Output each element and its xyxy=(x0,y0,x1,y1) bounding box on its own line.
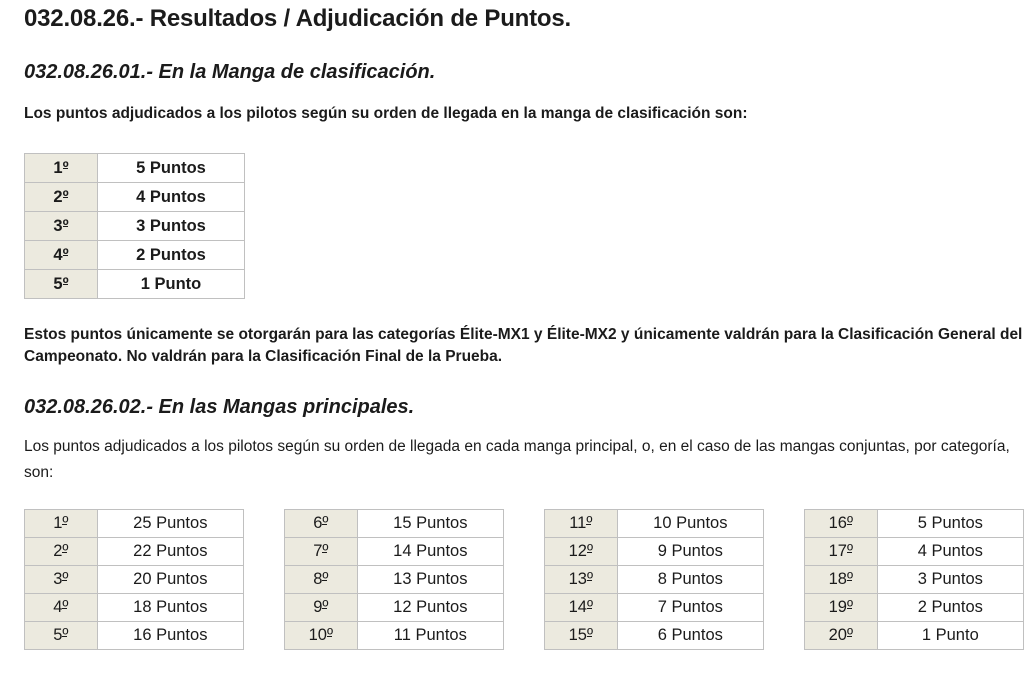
rank-number: 10 xyxy=(308,626,327,644)
table-row xyxy=(545,566,764,594)
rank-cell xyxy=(545,622,618,650)
points-cell: 16 Puntos xyxy=(97,622,243,650)
ordinal-indicator: º xyxy=(846,598,853,616)
rank-cell xyxy=(545,510,618,538)
table-row xyxy=(25,212,245,241)
rank-number: 3 xyxy=(53,216,63,235)
ordinal-indicator: º xyxy=(62,274,69,293)
rank-cell xyxy=(285,594,358,622)
points-cell: 3 Puntos xyxy=(877,566,1023,594)
main-points-table-1 xyxy=(24,509,244,650)
section-heading-qualifying: 032.08.26.01.- En la Manga de clasificación. xyxy=(24,61,436,83)
points-cell: 8 Puntos xyxy=(617,566,763,594)
points-cell: 5 Puntos xyxy=(98,154,245,183)
main-points-table-3 xyxy=(544,509,764,650)
rank-number: 19 xyxy=(828,598,847,616)
ordinal-indicator: º xyxy=(846,542,853,560)
rank-number: 3 xyxy=(53,570,63,588)
table-row xyxy=(545,538,764,566)
rank-cell xyxy=(545,566,618,594)
ordinal-indicator: º xyxy=(586,570,593,588)
rank-number: 9 xyxy=(313,598,323,616)
points-cell: 4 Puntos xyxy=(98,183,245,212)
rank-number: 14 xyxy=(568,598,587,616)
rank-cell xyxy=(25,270,98,299)
table-row xyxy=(545,594,764,622)
points-cell: 1 Punto xyxy=(877,622,1023,650)
ordinal-indicator: º xyxy=(586,626,593,644)
rank-cell xyxy=(285,510,358,538)
rank-number: 4 xyxy=(53,598,63,616)
ordinal-indicator: º xyxy=(846,514,853,532)
rank-number: 20 xyxy=(828,626,847,644)
points-cell: 4 Puntos xyxy=(877,538,1023,566)
table-row xyxy=(805,594,1024,622)
rank-number: 16 xyxy=(828,514,847,532)
points-cell: 5 Puntos xyxy=(877,510,1023,538)
table-row xyxy=(25,270,245,299)
rank-number: 5 xyxy=(53,626,63,644)
page-title: 032.08.26.- Resultados / Adjudicación de Puntos. xyxy=(24,5,571,32)
rank-number: 1 xyxy=(53,158,63,177)
rank-number: 13 xyxy=(568,570,587,588)
ordinal-indicator: º xyxy=(62,158,69,177)
points-cell: 25 Puntos xyxy=(97,510,243,538)
table-row xyxy=(25,241,245,270)
rank-number: 1 xyxy=(53,514,63,532)
points-cell: 11 Puntos xyxy=(357,622,503,650)
rank-number: 8 xyxy=(313,570,323,588)
ordinal-indicator: º xyxy=(62,542,69,560)
rank-number: 12 xyxy=(568,542,587,560)
points-cell: 1 Punto xyxy=(98,270,245,299)
ordinal-indicator: º xyxy=(62,570,69,588)
table-row xyxy=(805,622,1024,650)
table-row xyxy=(545,622,764,650)
ordinal-indicator: º xyxy=(62,187,69,206)
rank-cell xyxy=(805,594,878,622)
rank-cell xyxy=(25,510,98,538)
qualifying-intro-paragraph: Los puntos adjudicados a los pilotos según su orden de llegada en la manga de clasificación son: xyxy=(24,105,748,122)
points-cell: 20 Puntos xyxy=(97,566,243,594)
rank-number: 4 xyxy=(53,245,63,264)
rank-cell xyxy=(25,594,98,622)
ordinal-indicator: º xyxy=(62,216,69,235)
points-cell: 3 Puntos xyxy=(98,212,245,241)
table-row xyxy=(285,510,504,538)
table-row xyxy=(25,154,245,183)
rank-number: 18 xyxy=(828,570,847,588)
rank-number: 6 xyxy=(313,514,323,532)
rank-cell xyxy=(285,566,358,594)
table-row xyxy=(285,622,504,650)
rank-cell xyxy=(805,538,878,566)
rank-number: 15 xyxy=(568,626,587,644)
section-heading-main-races: 032.08.26.02.- En las Mangas principales. xyxy=(24,396,415,418)
points-cell: 9 Puntos xyxy=(617,538,763,566)
ordinal-indicator: º xyxy=(62,598,69,616)
points-cell: 22 Puntos xyxy=(97,538,243,566)
points-cell: 12 Puntos xyxy=(357,594,503,622)
ordinal-indicator: º xyxy=(322,570,329,588)
ordinal-indicator: º xyxy=(62,626,69,644)
rank-number: 2 xyxy=(53,542,63,560)
table-row xyxy=(285,566,504,594)
ordinal-indicator: º xyxy=(322,542,329,560)
qualifying-points-table xyxy=(24,153,245,299)
rank-cell xyxy=(25,622,98,650)
points-cell: 7 Puntos xyxy=(617,594,763,622)
rank-cell xyxy=(25,241,98,270)
points-cell: 6 Puntos xyxy=(617,622,763,650)
table-row xyxy=(545,510,764,538)
table-row xyxy=(25,510,244,538)
rank-cell xyxy=(25,183,98,212)
points-cell: 13 Puntos xyxy=(357,566,503,594)
rank-cell xyxy=(545,594,618,622)
table-row xyxy=(25,622,244,650)
table-row xyxy=(25,566,244,594)
qualifying-note-paragraph: Estos puntos únicamente se otorgarán para las categorías Élite-MX1 y Élite-MX2 y únicamente valdrán para la Clasificación General del Campeonato. No valdrán para la Clasificación Final de la Prueba. xyxy=(24,326,1023,365)
table-row xyxy=(25,183,245,212)
table-row xyxy=(285,594,504,622)
ordinal-indicator: º xyxy=(586,514,593,532)
main-points-table-2 xyxy=(284,509,504,650)
points-cell: 15 Puntos xyxy=(357,510,503,538)
rank-number: 7 xyxy=(313,542,323,560)
rank-cell xyxy=(805,622,878,650)
rank-number: 2 xyxy=(53,187,63,206)
main-points-table-4 xyxy=(804,509,1024,650)
ordinal-indicator: º xyxy=(586,542,593,560)
rank-cell xyxy=(805,566,878,594)
points-cell: 18 Puntos xyxy=(97,594,243,622)
ordinal-indicator: º xyxy=(846,570,853,588)
ordinal-indicator: º xyxy=(846,626,853,644)
rank-cell xyxy=(25,154,98,183)
rank-cell xyxy=(285,622,358,650)
main-races-intro-paragraph: Los puntos adjudicados a los pilotos según su orden de llegada en cada manga principal, o, en el caso de las mangas conjuntas, por categoría, son: xyxy=(24,438,1010,481)
table-row xyxy=(805,538,1024,566)
rank-number: 17 xyxy=(828,542,847,560)
rank-cell xyxy=(25,212,98,241)
ordinal-indicator: º xyxy=(62,245,69,264)
main-points-tables-group xyxy=(24,509,1024,650)
ordinal-indicator: º xyxy=(586,598,593,616)
points-cell: 10 Puntos xyxy=(617,510,763,538)
ordinal-indicator: º xyxy=(322,514,329,532)
rank-cell xyxy=(25,538,98,566)
rank-cell xyxy=(545,538,618,566)
rank-number: 5 xyxy=(53,274,63,293)
ordinal-indicator: º xyxy=(62,514,69,532)
table-row xyxy=(805,566,1024,594)
points-cell: 2 Puntos xyxy=(877,594,1023,622)
rank-cell xyxy=(25,566,98,594)
points-cell: 2 Puntos xyxy=(98,241,245,270)
points-cell: 14 Puntos xyxy=(357,538,503,566)
rank-cell xyxy=(805,510,878,538)
table-row xyxy=(805,510,1024,538)
rank-number: 11 xyxy=(569,514,587,532)
table-row xyxy=(25,594,244,622)
table-row xyxy=(25,538,244,566)
ordinal-indicator: º xyxy=(326,626,333,644)
table-row xyxy=(285,538,504,566)
ordinal-indicator: º xyxy=(322,598,329,616)
rank-cell xyxy=(285,538,358,566)
